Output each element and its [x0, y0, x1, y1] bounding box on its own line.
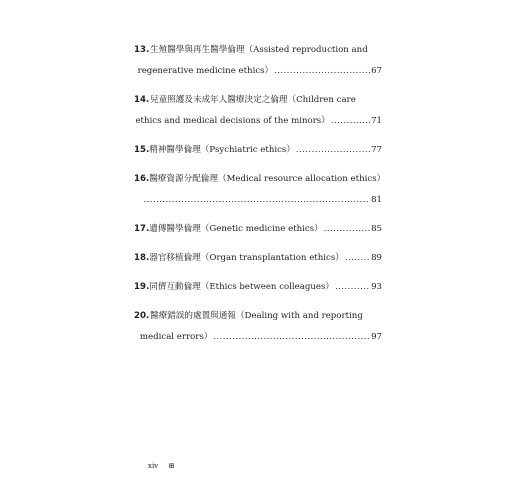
toc-entry-13[interactable] [134, 40, 382, 82]
entry-page-number: 67 [371, 66, 382, 76]
entry-title-continued: regenerative medicine ethics） [137, 66, 274, 76]
entry-page-number: 93 [371, 282, 382, 292]
toc-entry-20[interactable] [134, 306, 382, 348]
toc-entry-17[interactable] [134, 219, 382, 240]
entry-title: 兒童照護及未成年人醫療決定之倫理（Children care [150, 95, 356, 105]
entry-title: 器官移植倫理（Organ transplantation ethics） [149, 253, 344, 263]
dot-leader [335, 277, 370, 298]
entry-page-number: 81 [371, 195, 382, 205]
entry-number: 19. [134, 282, 150, 292]
entry-title-continued: medical errors） [139, 332, 213, 342]
entry-number: 18. [134, 253, 150, 263]
entry-title: 同儕互動倫理（Ethics between colleagues） [149, 282, 335, 292]
entry-number: 20. [134, 311, 150, 321]
page-footer [148, 462, 182, 470]
footer-mark-icon: ⊞ [168, 462, 175, 470]
toc-line [134, 169, 386, 190]
entry-page-number: 97 [371, 332, 382, 342]
dot-leader [144, 190, 371, 211]
toc-line [134, 306, 382, 327]
toc-entry-15[interactable] [134, 140, 382, 161]
toc-line [134, 190, 382, 211]
toc-line [134, 277, 382, 298]
dot-leader [331, 111, 370, 132]
entry-title-continued: ethics and medical decisions of the minors） [135, 116, 330, 126]
toc-line [134, 61, 382, 82]
entry-number: 16. [134, 174, 150, 184]
dot-leader [324, 219, 370, 240]
entry-title: 遺傳醫學倫理（Genetic medicine ethics） [149, 224, 323, 234]
toc-entry-14[interactable] [134, 90, 382, 132]
entry-number: 14. [134, 95, 150, 105]
toc-line [134, 219, 382, 240]
toc-line [134, 248, 382, 269]
dot-leader [296, 140, 370, 161]
entry-number: 17. [134, 224, 150, 234]
entry-page-number: 77 [371, 145, 382, 155]
toc-line [134, 90, 382, 111]
dot-leader [345, 248, 370, 269]
entry-title: 生殖醫學與再生醫學倫理（Assisted reproduction and [150, 45, 368, 55]
entry-title: 醫療資源分配倫理（Medical resource allocation ethics） [149, 174, 386, 184]
page-number-label: xiv [148, 462, 159, 470]
toc-line [134, 327, 382, 348]
entry-page-number: 89 [371, 253, 382, 263]
entry-number: 13. [134, 45, 150, 55]
toc-line [134, 111, 382, 132]
entry-page-number: 71 [371, 116, 382, 126]
table-of-contents [134, 40, 386, 356]
toc-entry-18[interactable] [134, 248, 382, 269]
dot-leader [274, 61, 370, 82]
toc-entry-16[interactable] [134, 169, 386, 211]
dot-leader [213, 327, 370, 348]
entry-title: 醫療錯誤的處置與通報（Dealing with and reporting [150, 311, 363, 321]
entry-title: 精神醫學倫理（Psychiatric ethics） [149, 145, 295, 155]
toc-line [134, 40, 382, 61]
entry-number: 15. [134, 145, 150, 155]
toc-line [134, 140, 382, 161]
toc-entry-19[interactable] [134, 277, 382, 298]
entry-page-number: 85 [371, 224, 382, 234]
